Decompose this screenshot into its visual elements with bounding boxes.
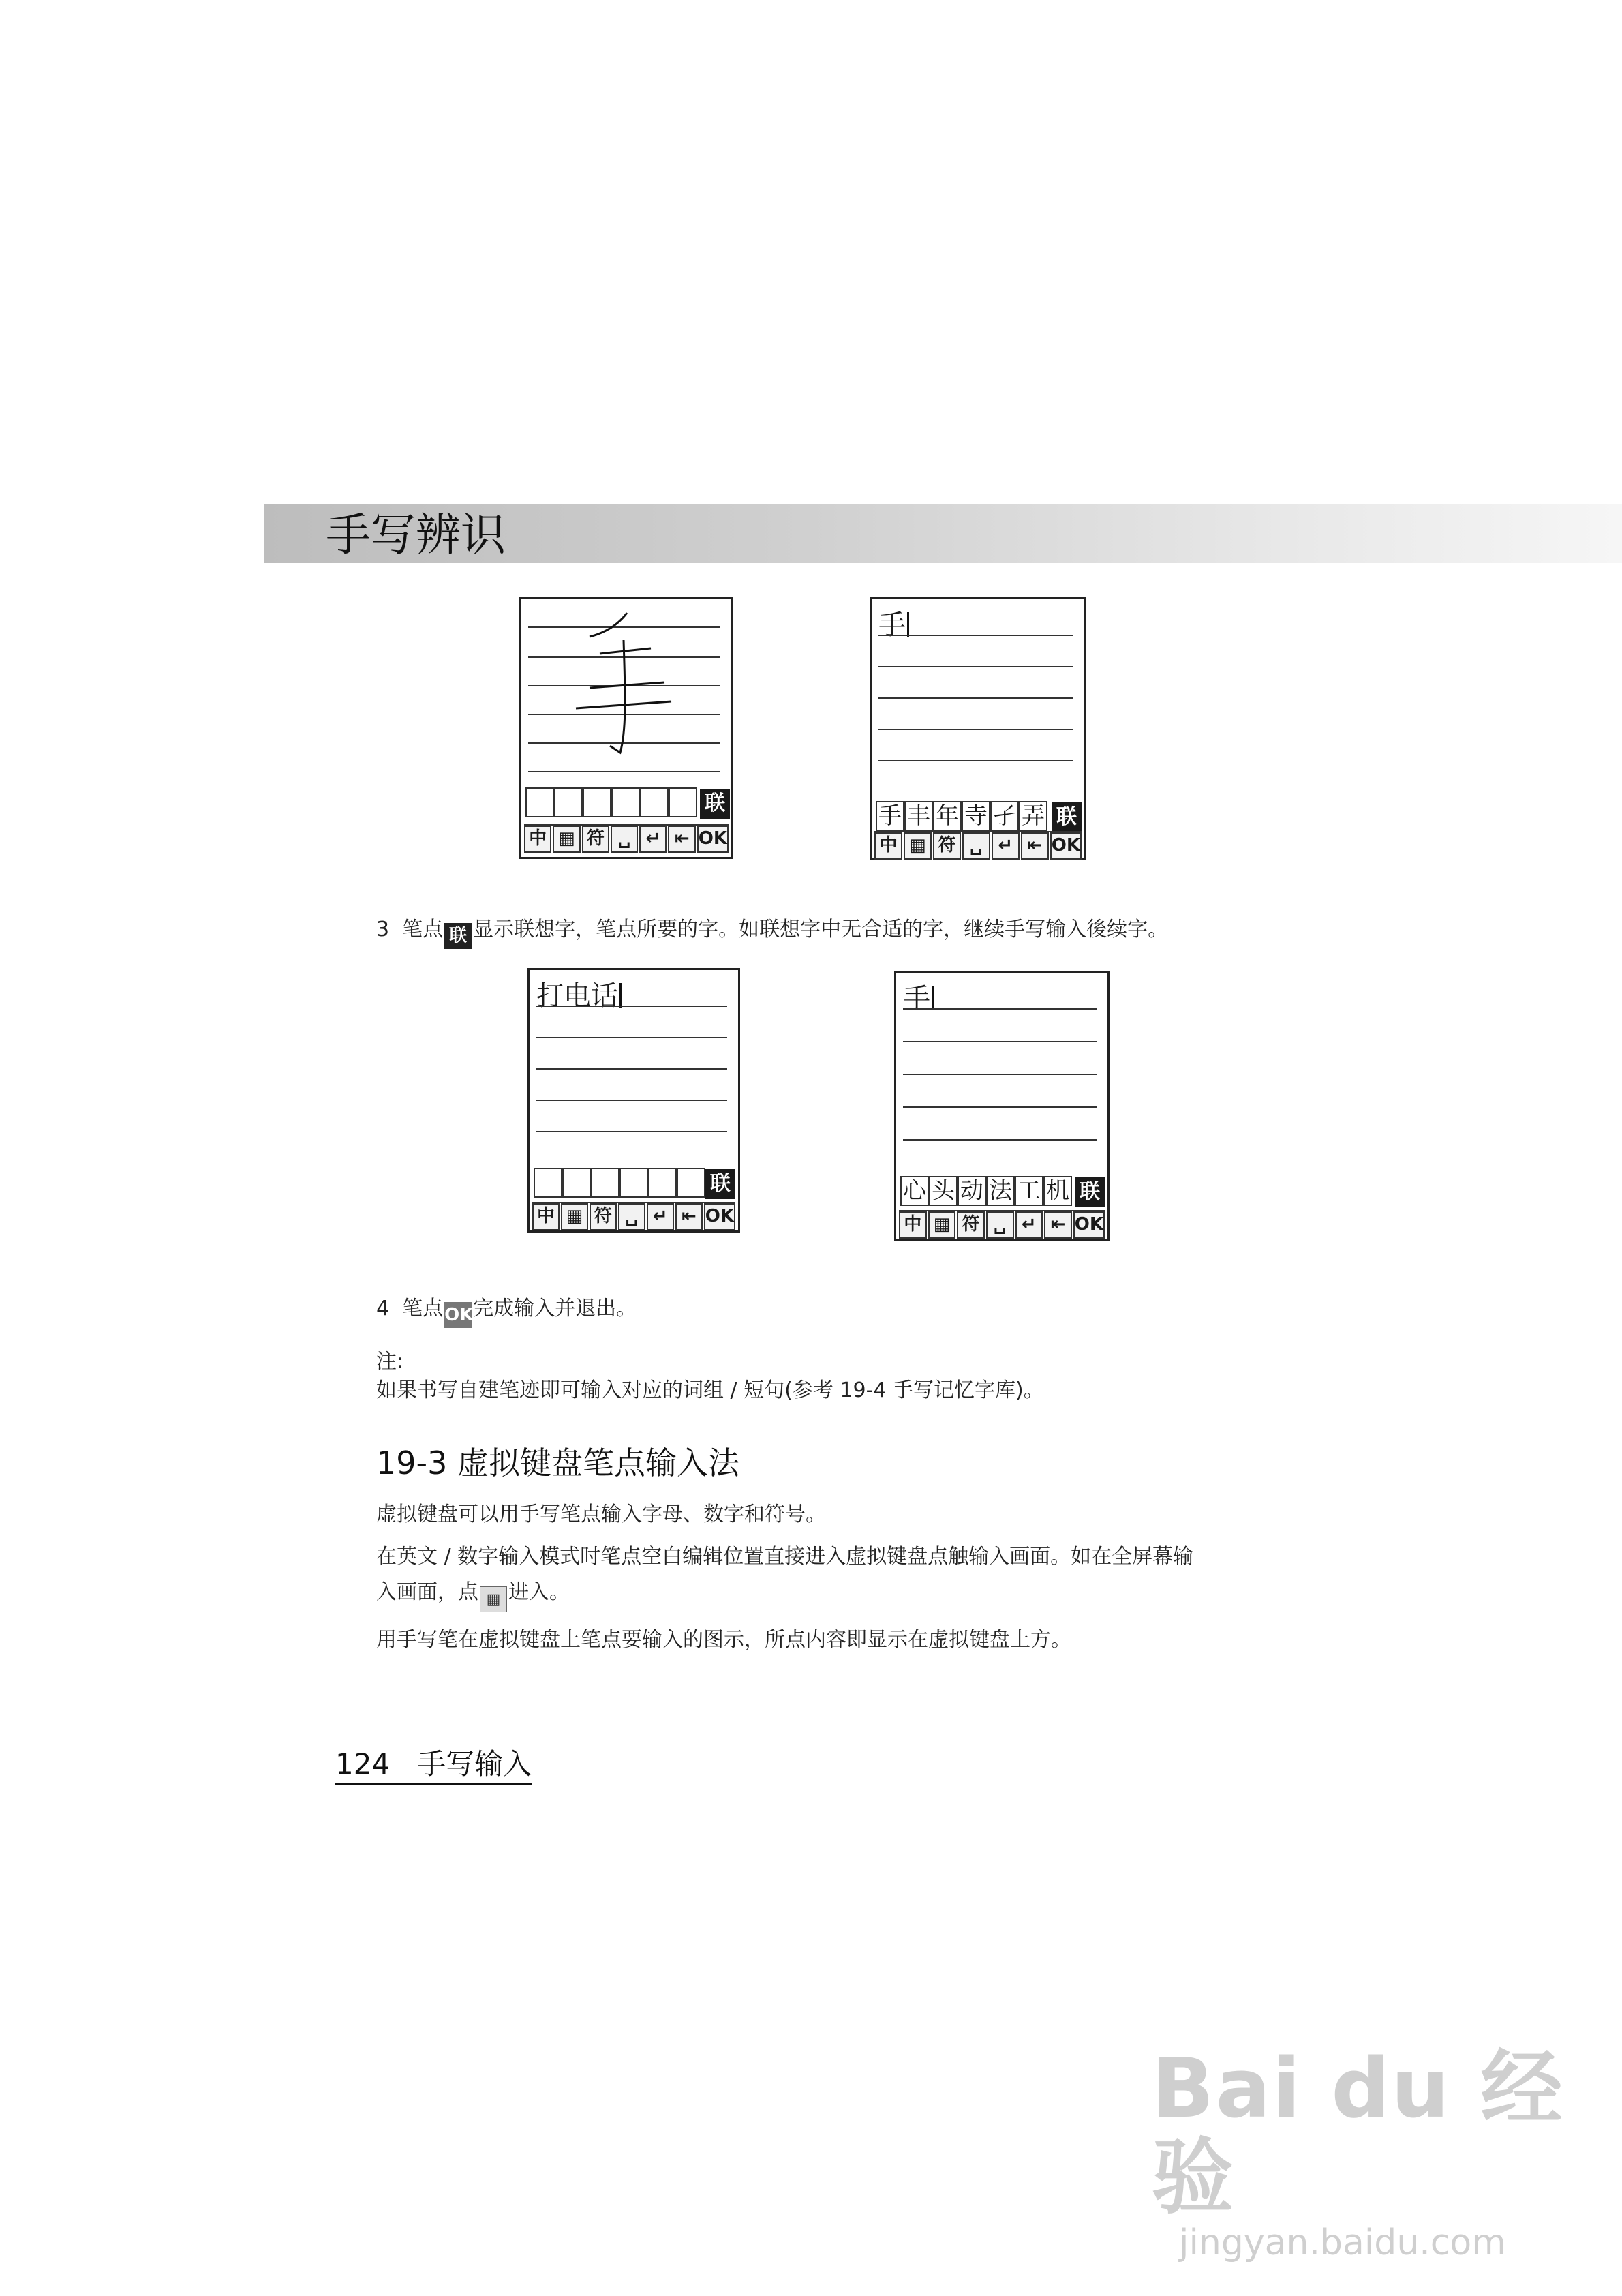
- ruled-line: [903, 1139, 1097, 1141]
- candidate-row: [900, 1176, 1072, 1209]
- ok-button[interactable]: OK: [1050, 832, 1082, 860]
- ruled-line: [528, 771, 720, 772]
- candidate-cell[interactable]: [534, 1168, 562, 1198]
- footer-label: 手写输入: [417, 1747, 532, 1781]
- input-toolbar: [899, 1210, 1105, 1239]
- backspace-icon[interactable]: ⇤: [675, 1203, 703, 1230]
- space-icon[interactable]: ␣: [962, 832, 990, 860]
- associate-button[interactable]: 联: [705, 1169, 735, 1199]
- associate-button[interactable]: 联: [700, 789, 730, 819]
- ok-icon: OK: [444, 1302, 472, 1328]
- keyboard-icon: ▦: [480, 1586, 507, 1612]
- body-text: 进入。: [508, 1580, 570, 1604]
- chinese-mode-button[interactable]: 中: [874, 832, 902, 860]
- watermark-url: jingyan.baidu.com: [1179, 2222, 1506, 2263]
- input-text-line: [536, 974, 622, 1013]
- symbol-button[interactable]: 符: [590, 1203, 617, 1230]
- candidate-cell[interactable]: [669, 787, 697, 817]
- candidate-row-empty: [534, 1168, 705, 1200]
- space-icon[interactable]: ␣: [986, 1211, 1014, 1239]
- backspace-icon[interactable]: ⇤: [1021, 832, 1049, 860]
- input-text: 打电话: [536, 980, 618, 1012]
- section-title: 手写辨识: [326, 509, 506, 561]
- step-text: 笔点: [402, 1297, 444, 1320]
- input-text-line: [903, 977, 934, 1016]
- handwriting-stroke: [562, 606, 678, 763]
- candidate-cell[interactable]: [619, 1168, 648, 1198]
- candidate-cell[interactable]: 头: [929, 1176, 958, 1206]
- keyboard-icon[interactable]: ▦: [904, 832, 932, 860]
- note-label: 注:: [376, 1350, 404, 1374]
- space-icon[interactable]: ␣: [618, 1203, 645, 1230]
- ruled-line: [903, 1008, 1097, 1010]
- text-cursor: [932, 986, 934, 1010]
- ruled-line: [878, 760, 1073, 761]
- screen-handwriting: [519, 597, 733, 859]
- chinese-mode-button[interactable]: 中: [524, 826, 551, 853]
- ruled-line: [878, 729, 1073, 730]
- ruled-line: [903, 1106, 1097, 1108]
- chinese-mode-button[interactable]: 中: [899, 1211, 927, 1239]
- step-3: [376, 916, 1168, 949]
- input-toolbar: [524, 824, 729, 853]
- input-text: 手: [903, 983, 930, 1014]
- candidate-cell[interactable]: 动: [958, 1176, 986, 1206]
- ruled-line: [903, 1041, 1097, 1042]
- page-number: 124: [335, 1747, 391, 1781]
- candidate-cell[interactable]: [677, 1168, 705, 1198]
- body-text: 入画面，点: [376, 1580, 478, 1604]
- subsection-title: 19-3 虚拟键盘笔点输入法: [376, 1445, 740, 1481]
- candidate-cell[interactable]: 工: [1015, 1176, 1043, 1206]
- step-number: 3: [376, 918, 390, 941]
- candidate-cell[interactable]: [640, 787, 669, 817]
- screen-candidates: [870, 597, 1086, 860]
- step-4: [376, 1295, 637, 1328]
- candidate-row: [876, 801, 1047, 834]
- ruled-line: [536, 1100, 727, 1101]
- chinese-mode-button[interactable]: 中: [532, 1203, 560, 1230]
- symbol-button[interactable]: 符: [582, 826, 609, 853]
- symbol-button[interactable]: 符: [957, 1211, 985, 1239]
- ok-button[interactable]: OK: [704, 1203, 735, 1230]
- body-paragraph-2-line-2: [376, 1579, 570, 1612]
- candidate-cell[interactable]: [648, 1168, 677, 1198]
- ruled-line: [536, 1006, 727, 1007]
- input-text: 手: [878, 609, 906, 641]
- candidate-cell[interactable]: [525, 787, 554, 817]
- candidate-cell[interactable]: 孑: [990, 801, 1019, 831]
- candidate-cell[interactable]: 弄: [1019, 801, 1047, 831]
- keyboard-icon[interactable]: ▦: [553, 826, 580, 853]
- candidate-cell[interactable]: 机: [1043, 1176, 1072, 1206]
- enter-icon[interactable]: ↵: [647, 1203, 674, 1230]
- ruled-line: [536, 1131, 727, 1132]
- body-paragraph-2-line-1: 在英文 / 数字输入模式时笔点空白编辑位置直接进入虚拟键盘点触输入画面。如在全屏幕输: [376, 1545, 1194, 1569]
- keyboard-icon[interactable]: ▦: [928, 1211, 956, 1239]
- symbol-button[interactable]: 符: [933, 832, 961, 860]
- associate-button[interactable]: 联: [1075, 1177, 1105, 1207]
- ruled-line: [878, 666, 1073, 667]
- text-cursor: [907, 612, 909, 637]
- keyboard-icon[interactable]: ▦: [561, 1203, 588, 1230]
- candidate-cell[interactable]: 年: [933, 801, 962, 831]
- candidate-cell[interactable]: [554, 787, 583, 817]
- backspace-icon[interactable]: ⇤: [668, 826, 695, 853]
- ok-button[interactable]: OK: [1073, 1211, 1105, 1239]
- step-text: 笔点: [402, 918, 444, 941]
- screen-associate-candidates: [894, 971, 1110, 1241]
- associate-icon: 联: [444, 923, 472, 949]
- screen-phrase: [527, 968, 740, 1233]
- candidate-cell[interactable]: 丰: [904, 801, 933, 831]
- step-text: 显示联想字，笔点所要的字。如联想字中无合适的字，继续手写输入後续字。: [473, 918, 1169, 941]
- watermark-brand: Bai du 经验: [1152, 2042, 1564, 2225]
- baidu-watermark: [1152, 2042, 1622, 2263]
- input-toolbar: [874, 831, 1082, 860]
- candidate-cell[interactable]: [583, 787, 611, 817]
- associate-button[interactable]: 联: [1052, 802, 1082, 832]
- ok-button[interactable]: OK: [697, 826, 729, 853]
- candidate-cell[interactable]: [591, 1168, 619, 1198]
- candidate-cell[interactable]: 手: [876, 801, 904, 831]
- candidate-cell[interactable]: [562, 1168, 591, 1198]
- body-paragraph-1: 虚拟键盘可以用手写笔点输入字母、数字和符号。: [376, 1502, 826, 1526]
- backspace-icon[interactable]: ⇤: [1044, 1211, 1072, 1239]
- candidate-row-empty: [525, 787, 697, 820]
- body-paragraph-3: 用手写笔在虚拟键盘上笔点要输入的图示，所点内容即显示在虚拟键盘上方。: [376, 1628, 1071, 1652]
- ruled-line: [536, 1037, 727, 1038]
- ruled-line: [536, 1068, 727, 1070]
- ruled-line: [878, 697, 1073, 699]
- text-cursor: [619, 983, 622, 1008]
- step-text: 完成输入并退出。: [473, 1297, 637, 1320]
- ruled-line: [878, 635, 1073, 636]
- candidate-cell[interactable]: 心: [900, 1176, 929, 1206]
- note-text: 如果书写自建笔迹即可输入对应的词组 / 短句(参考 19-4 手写记忆字库)。: [376, 1378, 1044, 1402]
- input-toolbar: [532, 1202, 735, 1230]
- input-text-line: [878, 603, 909, 642]
- space-icon[interactable]: ␣: [611, 826, 638, 853]
- step-number: 4: [376, 1297, 390, 1320]
- enter-icon[interactable]: ↵: [1015, 1211, 1043, 1239]
- ruled-line: [903, 1074, 1097, 1075]
- candidate-cell[interactable]: 法: [986, 1176, 1015, 1206]
- enter-icon[interactable]: ↵: [639, 826, 667, 853]
- enter-icon[interactable]: ↵: [992, 832, 1020, 860]
- page-footer: [335, 1745, 532, 1785]
- candidate-cell[interactable]: [611, 787, 640, 817]
- candidate-cell[interactable]: 寺: [962, 801, 990, 831]
